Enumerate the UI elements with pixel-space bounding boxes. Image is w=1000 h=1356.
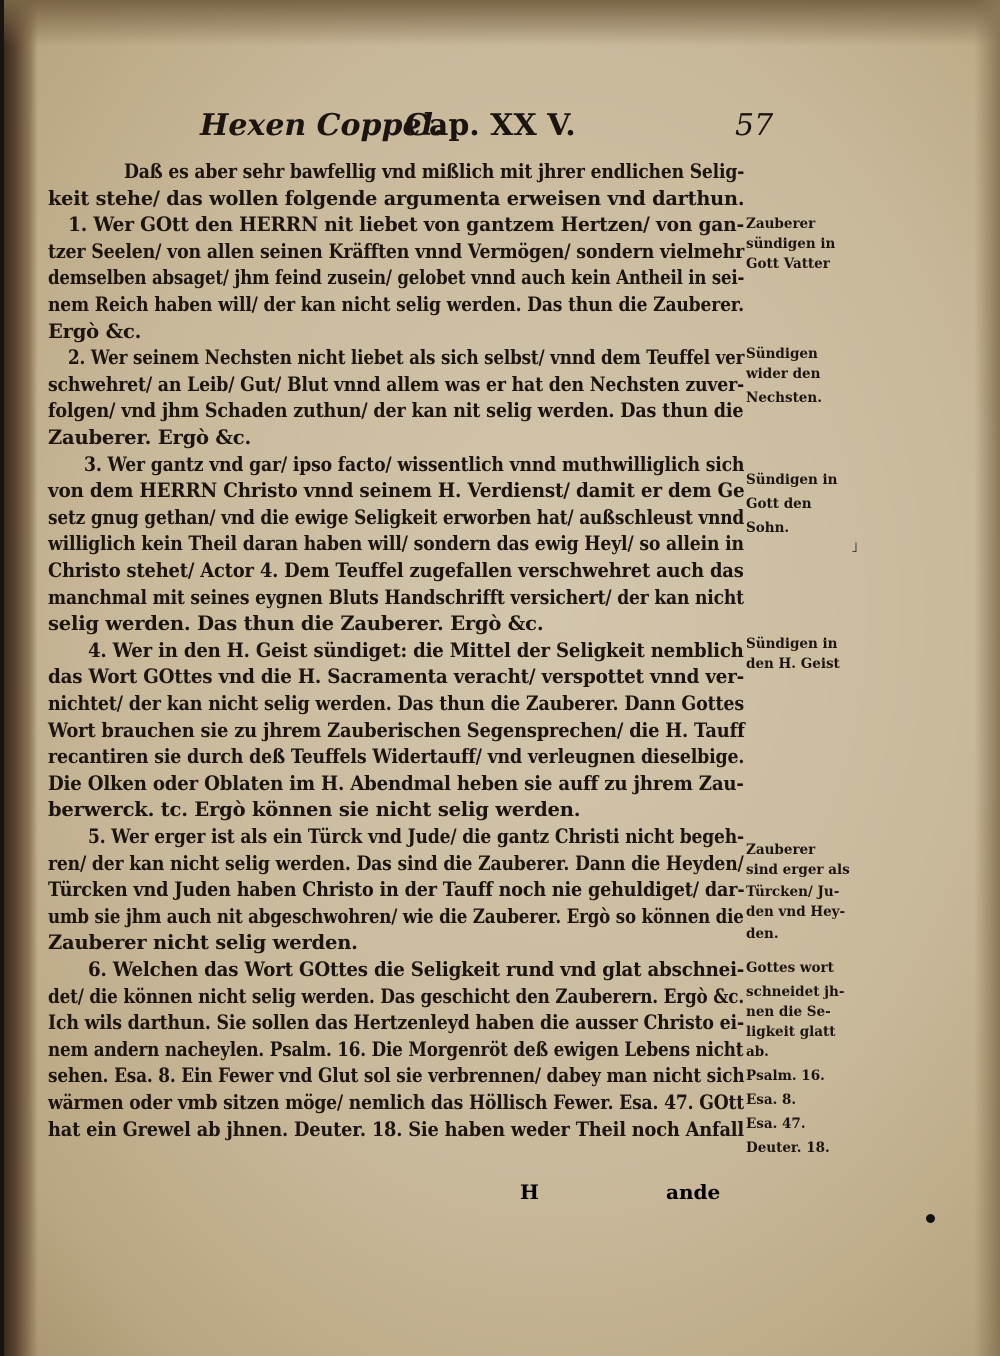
margin-note: sündigen in	[746, 236, 836, 252]
margin-note: Sündigen in	[746, 472, 838, 488]
text-line: demselben absaget/ jhm feind zusein/ gelobet vnnd auch kein Antheil in sei-	[48, 266, 745, 290]
text-line: ren/ der kan nicht selig werden. Das sind die Zauberer. Dann die Heyden/	[48, 851, 744, 875]
margin-note: Gottes wort	[746, 960, 834, 976]
text-line: Christo stehet/ Actor 4. Dem Teuffel zugefallen verschwehret auch das	[48, 559, 744, 582]
chapter-number: Cap. XX V.	[405, 108, 576, 143]
text-line: Daß es aber sehr bawfellig vnd mißlich mit jhrer endlichen Selig-	[124, 160, 745, 183]
text-line: Wort brauchen sie zu jhrem Zauberischen Segensprechen/ die H. Tauff	[48, 718, 745, 742]
margin-note: den.	[746, 926, 779, 942]
text-line: von dem HERRN Christo vnnd seinem H. Verdienst/ damit er dem Ge	[48, 479, 745, 503]
text-line: Zauberer nicht selig werden.	[48, 931, 358, 955]
right-shadow	[974, 0, 1000, 1356]
margin-note: Sohn.	[746, 520, 790, 536]
text-line: Zauberer. Ergò &c.	[48, 426, 252, 449]
text-line: 6. Welchen das Wort GOttes die Seligkeit rund vnd glat abschnei-	[88, 958, 745, 981]
margin-note: Deuter. 18.	[746, 1140, 830, 1156]
text-line: setz gnug gethan/ vnd die ewige Seligkeit erworben hat/ außschleust vnnd	[48, 505, 745, 529]
top-shadow	[4, 0, 1000, 46]
page-number: 57	[735, 108, 774, 143]
margin-note: den H. Geist	[746, 656, 840, 672]
text-line: williglich kein Theil daran haben will/ sondern das ewig Heyl/ so allein in	[48, 532, 744, 556]
text-line: Ergò &c.	[48, 319, 142, 343]
text-line: 1. Wer GOtt den HERRN nit liebet von gantzem Hertzen/ von gan-	[68, 213, 745, 237]
signature-mark: H	[520, 1180, 539, 1204]
running-title: Hexen Coppel.	[200, 108, 444, 143]
margin-note: nen die Se-	[746, 1004, 831, 1020]
text-line: sehen. Esa. 8. Ein Fewer vnd Glut sol sie verbrennen/ dabey man nicht sich	[48, 1064, 745, 1088]
text-line: hat ein Grewel ab jhnen. Deuter. 18. Sie haben weder Theil noch Anfall	[48, 1117, 744, 1141]
margin-note: Esa. 8.	[746, 1092, 797, 1108]
text-line: das Wort GOttes vnd die H. Sacramenta veracht/ verspottet vnnd ver-	[48, 665, 745, 689]
text-line: 5. Wer erger ist als ein Türck vnd Jude/ die gantz Christi nicht begeh-	[88, 825, 744, 848]
text-line: det/ die können nicht selig werden. Das geschicht den Zauberern. Ergò &c.	[48, 984, 745, 1008]
text-line: wärmen oder vmb sitzen möge/ nemlich das Höllisch Fewer. Esa. 47. GOtt	[48, 1091, 744, 1114]
running-header	[200, 108, 773, 143]
margin-note: den vnd Hey-	[746, 904, 846, 920]
margin-note: Gott Vatter	[746, 256, 830, 272]
text-line: Türcken vnd Juden haben Christo in der Tauff noch nie gehuldiget/ dar-	[48, 878, 745, 902]
text-line: berwerck. tc. Ergò können sie nicht selig werden.	[48, 798, 581, 822]
text-line: 3. Wer gantz vnd gar/ ipso facto/ wissentlich vnnd muthwilliglich sich	[84, 452, 745, 476]
margin-note: sind erger als	[746, 862, 850, 878]
margin-note: Zauberer	[746, 842, 816, 858]
stray-mark: ˩	[851, 540, 858, 556]
text-line: nem andern nacheylen. Psalm. 16. Die Morgenröt deß ewigen Lebens nicht	[48, 1037, 744, 1061]
margin-note: Gott den	[746, 496, 812, 512]
text-line: folgen/ vnd jhm Schaden zuthun/ der kan nit selig werden. Das thun die	[48, 399, 744, 423]
text-line: manchmal mit seines eygnen Bluts Handschrifft versichert/ der kan nicht	[48, 585, 744, 609]
margin-note: wider den	[746, 366, 821, 382]
margin-note: Esa. 47.	[746, 1116, 806, 1132]
margin-note: Sündigen	[746, 346, 818, 362]
text-line: recantiren sie durch deß Teuffels Widertauff/ vnd verleugnen dieselbige.	[48, 745, 745, 769]
book-spine	[4, 0, 38, 1356]
text-line: nichtet/ der kan nicht selig werden. Das thun die Zauberer. Dann Gottes	[48, 692, 744, 715]
catchword: ande	[666, 1180, 721, 1204]
text-line: 4. Wer in den H. Geist sündiget: die Mittel der Seligkeit nemblich	[88, 638, 744, 662]
text-line: selig werden. Das thun die Zauberer. Ergò &c.	[48, 612, 544, 636]
text-line: schwehret/ an Leib/ Gut/ Blut vnnd allem was er hat den Nechsten zuver-	[48, 372, 745, 396]
margin-note: Psalm. 16.	[746, 1068, 825, 1084]
margin-note: ligkeit glatt	[746, 1024, 836, 1040]
margin-note: Türcken/ Ju-	[746, 884, 840, 900]
text-line: 2. Wer seinem Nechsten nicht liebet als sich selbst/ vnnd dem Teuffel ver	[68, 346, 745, 370]
margin-note: Zauberer	[746, 216, 816, 232]
text-line: keit stehe/ das wollen folgende argumenta erweisen vnd darthun.	[48, 186, 745, 210]
margin-note: ab.	[746, 1044, 769, 1060]
ink-dot	[926, 1214, 935, 1223]
text-line: nem Reich haben will/ der kan nicht selig werden. Das thun die Zauberer.	[48, 293, 744, 316]
book-page	[4, 0, 1000, 1356]
text-line: umb sie jhm auch nit abgeschwohren/ wie die Zauberer. Ergò so können die	[48, 904, 744, 928]
margin-note: Sündigen in	[746, 636, 838, 652]
text-line: tzer Seelen/ von allen seinen Kräfften vnnd Vermögen/ sondern vielmehr	[48, 239, 745, 263]
text-line: Die Olken oder Oblaten im H. Abendmal heben sie auff zu jhrem Zau-	[48, 771, 744, 795]
margin-note: Nechsten.	[746, 390, 822, 406]
margin-note: schneidet jh-	[746, 984, 845, 1000]
text-line: Ich wils darthun. Sie sollen das Hertzenleyd haben die ausser Christo ei-	[48, 1011, 744, 1035]
